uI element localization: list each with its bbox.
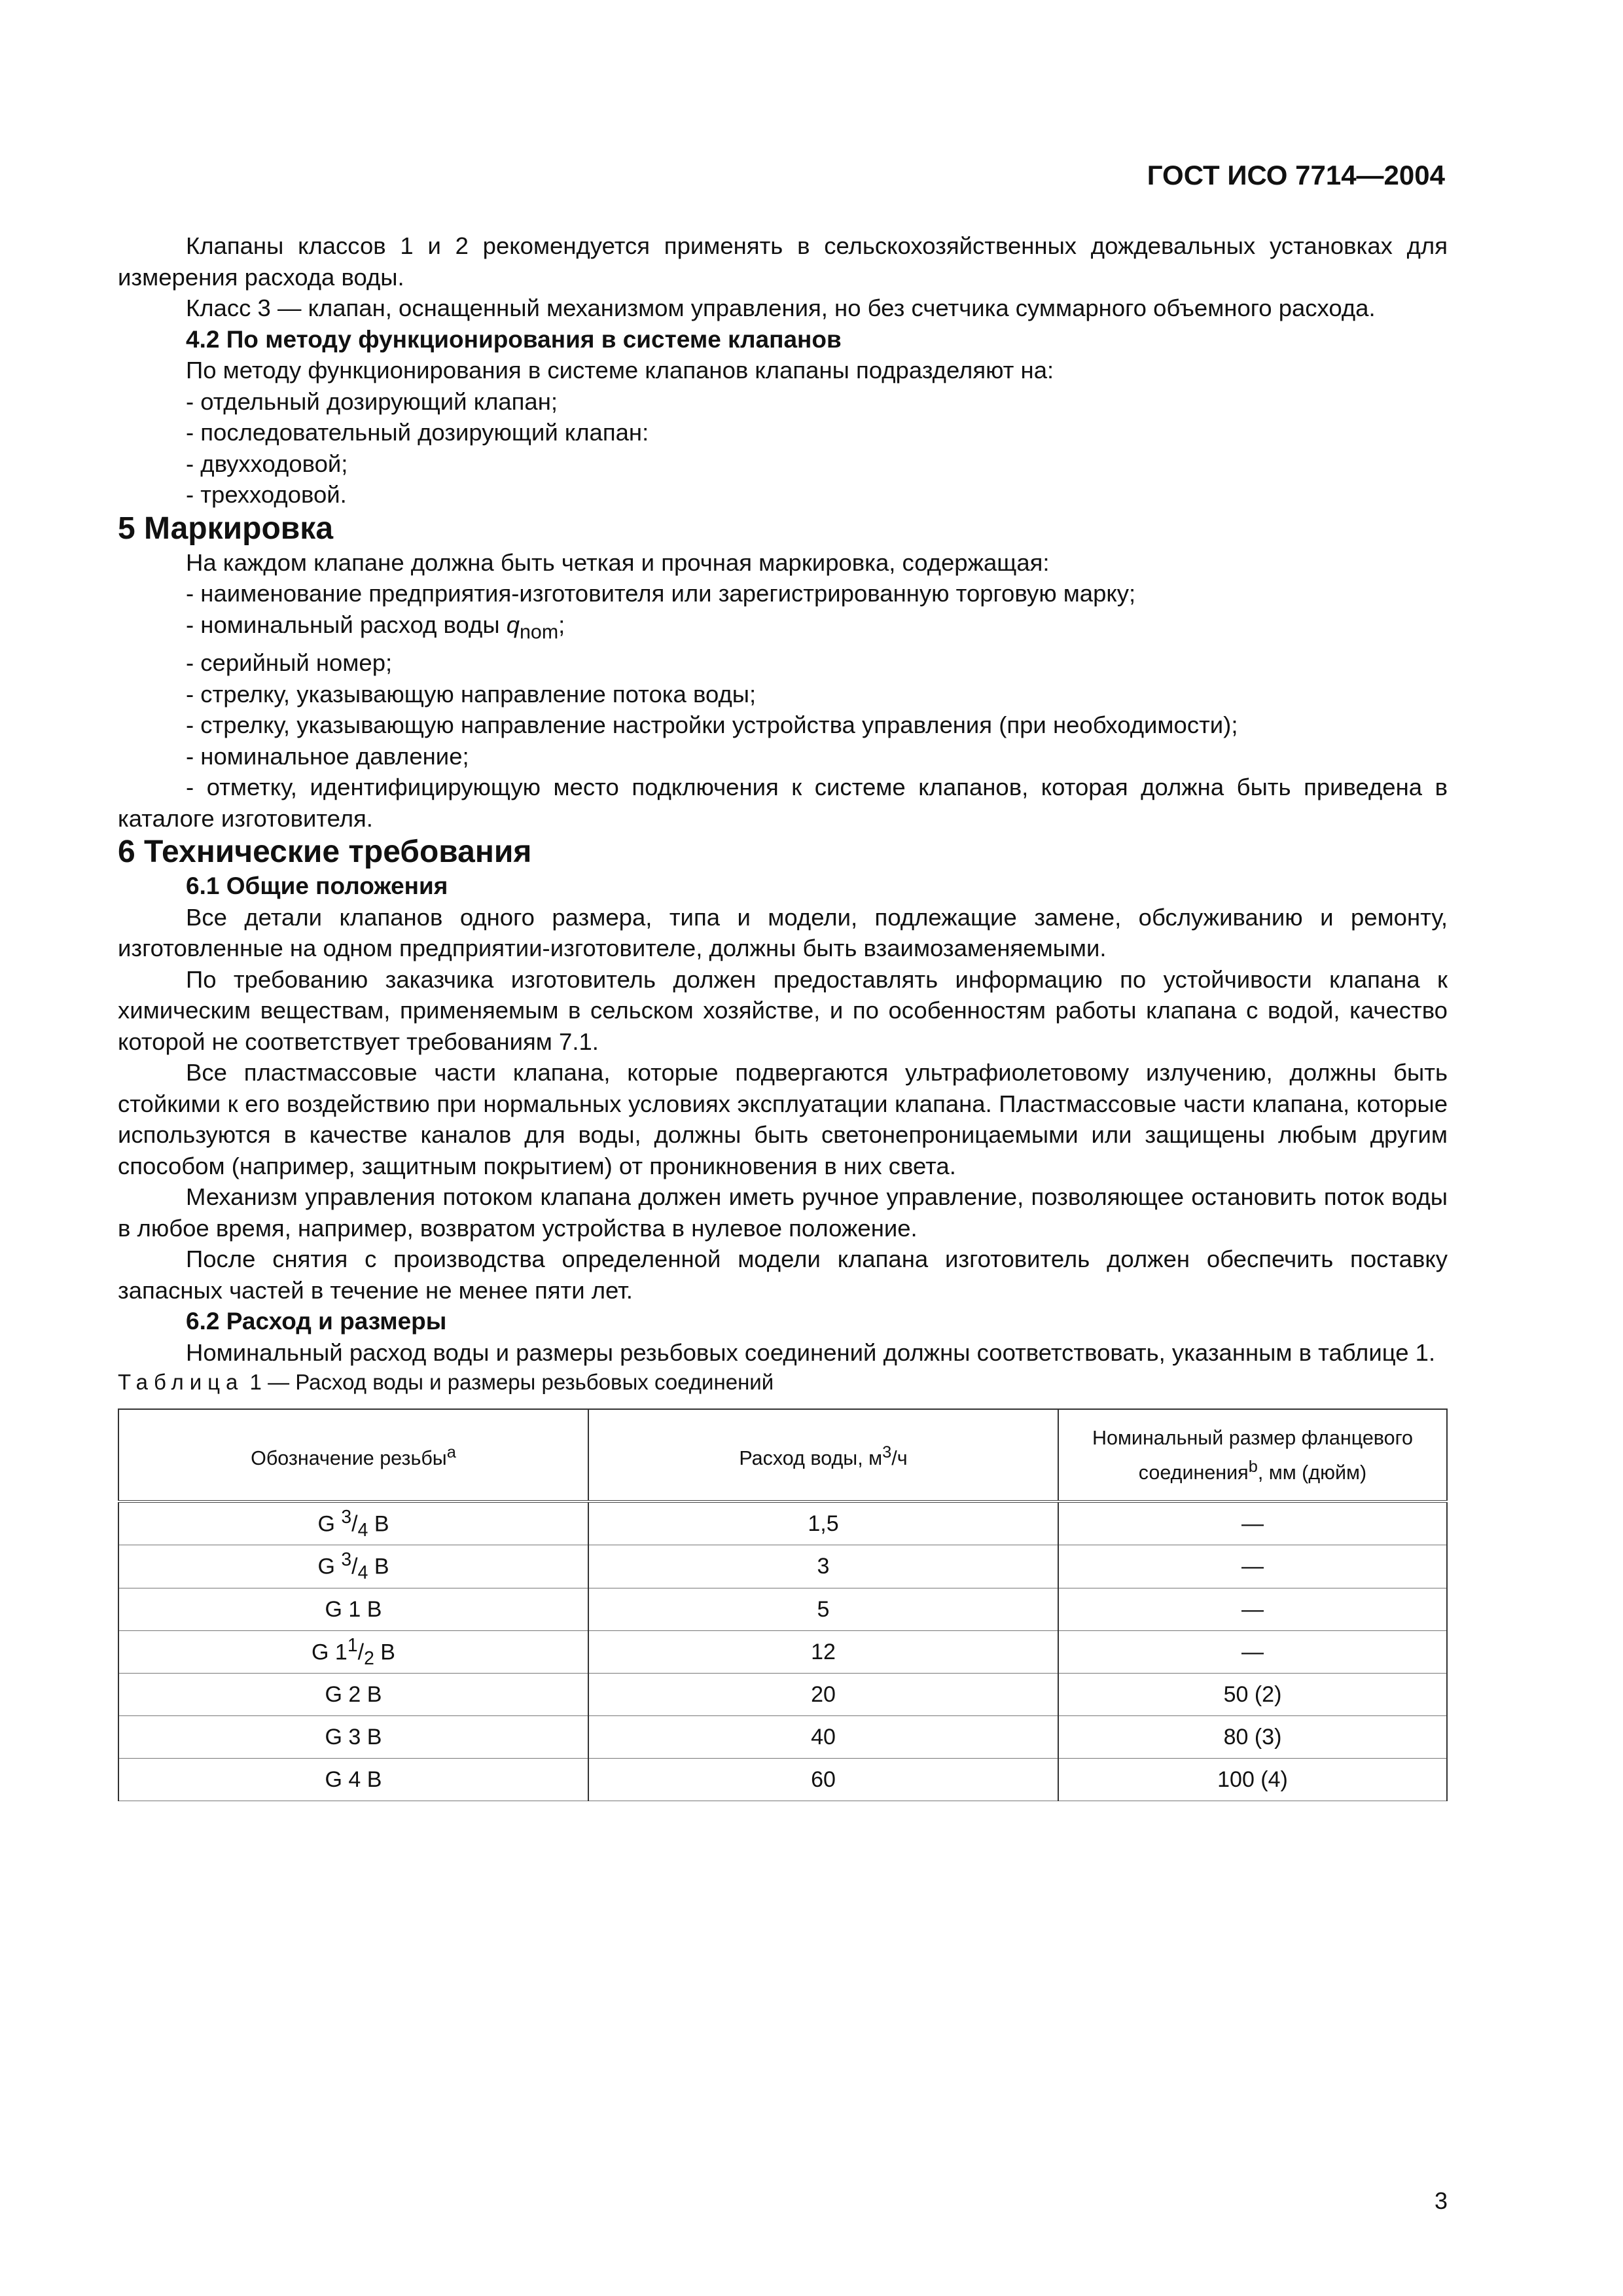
paragraph: Номинальный расход воды и размеры резьбовых соединений должны соответствовать, указанным в таблице 1. [186,1338,1436,1366]
paragraph: По требованию заказчика изготовитель должен предоставлять информацию по устойчивости клапана к химическим веществам, применяемым в сельском хозяйстве, и по особенностям работы клапана с водой, качество которой не соответствует требованиям 7.1. [118,965,1448,1055]
list-item: - последовательный дозирующий клапан: [186,419,649,446]
list-item: - стрелку, указывающую направление настройки устройства управления (при необходимости); [186,711,1238,739]
cell-flange: — [1058,1588,1447,1630]
table-caption: Таблица 1 — Расход воды и размеры резьбовых соединений [118,1370,774,1395]
subsection-title-6-2: 6.2 Расход и размеры [186,1308,447,1335]
paragraph: На каждом клапане должна быть четкая и прочная маркировка, содержащая: [186,548,1050,576]
list-item: - стрелку, указывающую направление потока воды; [186,680,757,708]
document-header: ГОСТ ИСО 7714—2004 [1147,160,1445,190]
table-1 [118,1408,1448,1801]
cell-flange: — [1058,1545,1447,1588]
paragraph: Механизм управления потоком клапана должен иметь ручное управление, позволяющее остановить поток воды в любое время, например, возвратом устройства в нулевое положение. [118,1183,1448,1242]
list-item: - номинальное давление; [186,742,469,770]
column-header-thread: Обозначение резьбы$^a$ [118,1409,588,1501]
cell-flow: 1,5 [588,1501,1058,1545]
table-row [118,1588,1447,1630]
column-header-flow: Расход воды, $м^3/ч$ [588,1409,1058,1501]
cell-flow: 40 [588,1715,1058,1758]
subsection-title-4-2: 4.2 По методу функционирования в системе клапанов [186,325,842,353]
table-row [118,1715,1447,1758]
list-item: - двухходовой; [186,450,348,477]
cell-thread: G $1^1/_2$ B [118,1630,588,1673]
cell-flange: — [1058,1630,1447,1673]
table-row [118,1545,1447,1588]
page-number: 3 [1434,2187,1448,2214]
cell-flow: 20 [588,1673,1058,1715]
table-row [118,1630,1447,1673]
list-4-2 [118,386,1448,511]
symbol-subscript: nom [520,620,559,643]
paragraph: Клапаны классов 1 и 2 рекомендуется применять в сельскохозяйственных дождевальных установках для измерения расхода воды. [118,232,1448,291]
cell-thread: G 2 B [118,1673,588,1715]
list-item: - номинальный расход воды $q_{nom}$; [186,611,565,643]
list-item: - серийный номер; [186,649,393,677]
cell-thread: G 1 B [118,1588,588,1630]
cell-thread: G $^3/_4$ B [118,1545,588,1588]
table-row [118,1758,1447,1801]
list-item: - отдельный дозирующий клапан; [186,387,558,415]
section-title-5: 5 Маркировка [118,511,334,546]
cell-flange: 50 (2) [1058,1673,1447,1715]
paragraph: Класс 3 — клапан, оснащенный механизмом управления, но без счетчика суммарного объемного расхода. [186,295,1376,321]
paragraph: После снятия с производства определенной модели клапана изготовитель должен обеспечить поставку запасных частей в течение не менее пяти лет. [118,1246,1448,1304]
list-5 [118,578,1448,834]
cell-flange: — [1058,1501,1447,1545]
cell-flange: 100 (4) [1058,1758,1447,1801]
list-item: - отметку, идентифицирующую место подключения к системе клапанов, которая должна быть приведена в каталоге изготовителя. [118,774,1448,832]
table-row [118,1673,1447,1715]
cell-flow: 12 [588,1630,1058,1673]
cell-flow: 5 [588,1588,1058,1630]
page-content [118,230,1448,1801]
paragraph: Все пластмассовые части клапана, которые подвергаются ультрафиолетовому излучению, должны быть стойкими к его воздействию при нормальных условиях эксплуатации клапана. Пластмассовые части клапана, которые используются в качестве каналов для воды, должны быть светонепроницаемыми или защищены любым другим способом (например, защитным покрытием) от проникновения в них света. [118,1059,1448,1179]
subsection-title-6-1: 6.1 Общие положения [186,872,448,900]
list-item: - наименование предприятия-изготовителя или зарегистрированную торговую марку; [186,580,1136,607]
cell-flange: 80 (3) [1058,1715,1447,1758]
cell-thread: G $^3/_4$ B [118,1501,588,1545]
list-item: - трехходовой. [186,481,347,508]
symbol-q: q [506,611,520,638]
column-header-flange: Номинальный размер фланцевого соединения$^b$, мм (дюйм) [1058,1409,1447,1501]
cell-thread: G 4 B [118,1758,588,1801]
cell-flow: 3 [588,1545,1058,1588]
section-title-6: 6 Технические требования [118,834,532,870]
cell-flow: 60 [588,1758,1058,1801]
paragraph: По методу функционирования в системе клапанов клапаны подразделяют на: [186,357,1054,384]
paragraph: Все детали клапанов одного размера, типа и модели, подлежащие замене, обслуживанию и ремонту, изготовленные на одном предприятии-изготовителе, должны быть взаимозаменяемыми. [118,903,1448,962]
table-header-row [118,1409,1447,1501]
cell-thread: G 3 B [118,1715,588,1758]
table-row [118,1501,1447,1545]
